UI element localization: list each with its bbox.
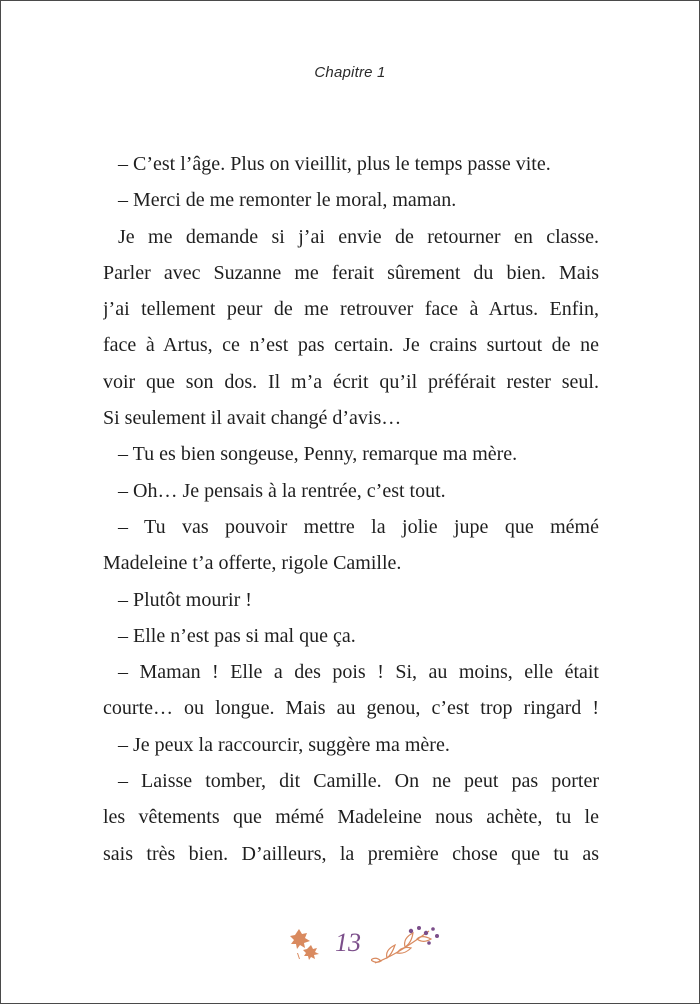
text-line: – Merci de me remonter le moral, maman. [118,189,457,212]
maple-leaf-icon [290,929,310,949]
text-line: – Plutôt mourir ! [118,588,252,611]
branch-ornament-right-icon [371,923,443,969]
text-line: – Laisse tomber, dit Camille. On ne peut pas porter [118,770,599,793]
page-number: 13 [335,928,361,957]
chapter-header: Chapitre 1 [314,64,386,81]
text-line: face à Artus, ce n’est pas certain. Je crains surtout de ne [103,334,599,357]
text-line: Madeleine t’a offerte, rigole Camille. [103,552,402,575]
leaf-ornament-left-icon [281,923,331,967]
text-line: – Elle n’est pas si mal que ça. [118,624,356,647]
text-line: les vêtements que mémé Madeleine nous achète, tu le [103,806,599,829]
text-line: j’ai tellement peur de me retrouver face à Artus. Enfin, [103,298,599,321]
text-line: – Tu vas pouvoir mettre la jolie jupe que mémé [118,515,599,538]
text-line: – Maman ! Elle a des pois ! Si, au moins, elle était [118,661,599,684]
text-line: sais très bien. D’ailleurs, la première chose que tu as [103,842,599,865]
text-line: – C’est l’âge. Plus on vieillit, plus le temps passe vite. [118,153,551,175]
text-line: Si seulement il avait changé d’avis… [103,407,402,430]
text-line: voir que son dos. Il m’a écrit qu’il préférait rester seul. [103,370,599,393]
text-line: courte… ou longue. Mais au genou, c’est trop ringard ! [103,697,599,720]
page-footer [1,923,699,973]
text-line: Parler avec Suzanne me ferait sûrement du bien. Mais [103,261,599,284]
text-line: – Oh… Je pensais à la rentrée, c’est tout. [118,479,446,502]
page-body-text [103,146,599,872]
text-line: – Tu es bien songeuse, Penny, remarque ma mère. [118,443,518,466]
text-line: Je me demande si j’ai envie de retourner en classe. [118,225,599,248]
text-line: – Je peux la raccourcir, suggère ma mère. [118,733,450,756]
maple-leaf-small-icon [303,945,319,960]
leaf-stem-icon [297,953,300,959]
